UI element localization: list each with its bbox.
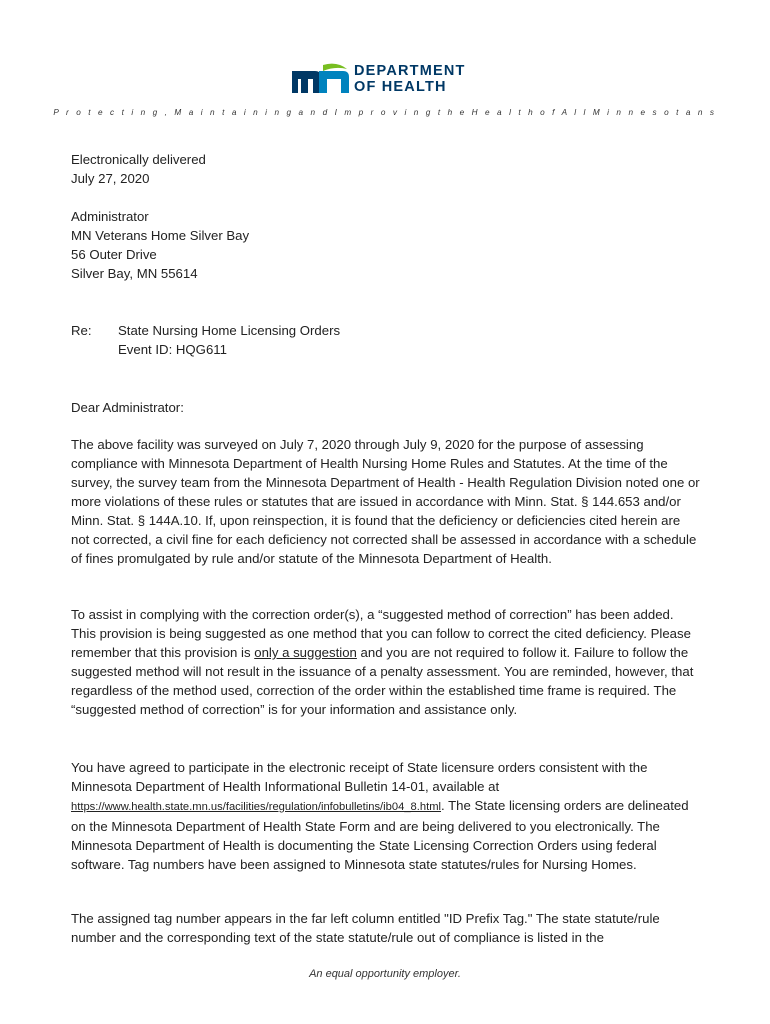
salutation: Dear Administrator: <box>71 400 184 415</box>
mdh-logo <box>289 63 481 97</box>
bulletin-link[interactable]: https://www.health.state.mn.us/facilities/regulation/infobulletins/ib04_8.html <box>71 801 442 813</box>
paragraph-2-text-b: and you are not required to follow it. Failure to follow the suggested method will not result in the issuance of a penalty assessment. You are reminded, however, that regardless of the method used, correction of the order within the established time frame is required. The “suggested method of correction” is for your information and assistance only. <box>71 645 694 717</box>
delivery-method: Electronically delivered <box>71 152 206 167</box>
re-block <box>71 321 701 361</box>
letter-date: July 27, 2020 <box>71 171 150 186</box>
address-block <box>71 207 701 283</box>
paragraph-3 <box>71 758 701 874</box>
re-line: Event ID: HQG611 <box>118 342 227 357</box>
tagline: P r o t e c t i n g , M a i n t a i n i n g a n d I m p r o v i n g t h e H e a l t h o f A l l M i n n e s o t a n s <box>53 108 717 117</box>
underlined-emphasis: only a suggestion <box>254 645 357 660</box>
address-line: Administrator <box>71 209 149 224</box>
delivery-block <box>71 150 701 188</box>
address-line: 56 Outer Drive <box>71 247 157 262</box>
re-label: Re: <box>71 323 92 338</box>
logo-line1: DEPARTMENT <box>354 63 466 79</box>
paragraph-3-text-a: You have agreed to participate in the electronic receipt of State licensure orders consistent with the Minnesota Department of Health Informational Bulletin 14-01, available at <box>71 760 648 794</box>
address-line: MN Veterans Home Silver Bay <box>71 228 250 243</box>
logo-line2: OF HEALTH <box>354 79 447 95</box>
paragraph-2 <box>71 605 701 719</box>
re-line: State Nursing Home Licensing Orders <box>118 323 341 338</box>
re-subject <box>118 321 340 359</box>
paragraph-1: The above facility was surveyed on July 7, 2020 through July 9, 2020 for the purpose of assessing compliance with Minnesota Department of Health Nursing Home Rules and Statutes. At the time of the survey, the survey team from the Minnesota Department of Health - Health Regulation Division noted one or more violations of these rules or statutes that are issued in accordance with Minn. Stat. § 144.653 and/or Minn. Stat. § 144A.10. If, upon reinspection, it is found that the deficiency or deficiencies cited herein are not corrected, a civil fine for each deficiency not corrected shall be assessed in accordance with a schedule of fines promulgated by rule and/or statute of the Minnesota Department of Health. <box>71 437 700 566</box>
paragraph-3-text-b: . The State licensing orders are delineated on the Minnesota Department of Health State Form and are being delivered to you electronically. The Minnesota Department of Health is documenting the State Licensing Correction Orders using federal software. Tag numbers have been assigned to Minnesota state statutes/rules for Nursing Homes. <box>71 798 689 872</box>
logo-wordmark <box>354 63 466 95</box>
address-line: Silver Bay, MN 55614 <box>71 266 198 281</box>
footer-note: An equal opportunity employer. <box>309 968 461 980</box>
paragraph-4: The assigned tag number appears in the far left column entitled "ID Prefix Tag." The state statute/rule number and the corresponding text of the state statute/rule out of compliance is listed in the <box>71 911 660 945</box>
mn-logo-mark-icon <box>289 63 351 93</box>
paragraph-2-text-a: To assist in complying with the correction order(s), a “suggested method of correction” has been added. This provision is being suggested as one method that you can follow to correct the cited deficiency. Please remember that this provision is <box>71 607 691 660</box>
